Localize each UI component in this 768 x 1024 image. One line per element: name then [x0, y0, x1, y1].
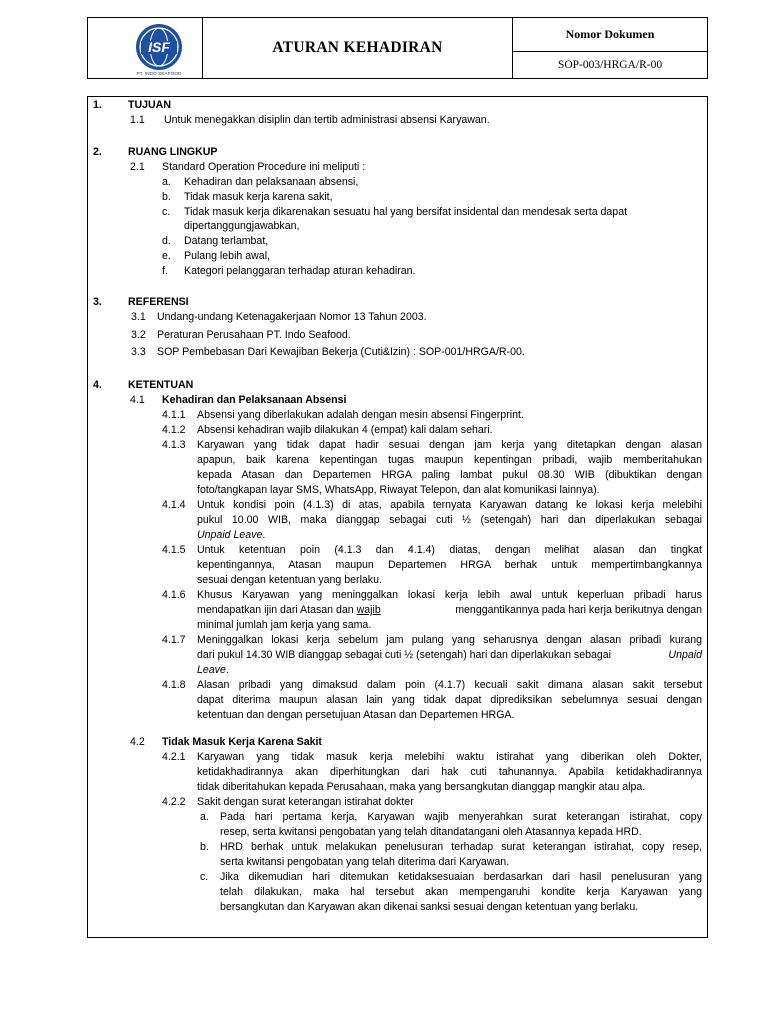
reference-text: Undang-undang Ketenagakerjaan Nomor 13 Tahun 2003. — [157, 311, 427, 323]
italic-term: Leave — [197, 664, 226, 676]
clause-text-part: dari pukul 14.30 WIB dianggap sebagai cuti ½ (setengah) hari dan diperlakukan sebagai — [197, 649, 612, 661]
clause-text: Untuk menegakkan disiplin dan tertib administrasi absensi Karyawan. — [164, 114, 490, 126]
clause-number: 4.1.8 — [162, 679, 186, 691]
list-item: Kategori pelanggaran terhadap aturan kehadiran. — [184, 265, 416, 277]
clause-text: minimal jumlah jam kerja yang sama. — [197, 619, 372, 631]
list-marker: d. — [162, 235, 171, 247]
clause-text: Sakit dengan surat keterangan istirahat dokter — [197, 796, 414, 808]
logo-cell — [88, 18, 203, 78]
list-item: Tidak masuk kerja dikarenakan sesuatu hal yang bersifat insidental dan mendesak serta dapat — [184, 206, 628, 218]
clause-text: Karyawan yang tidak dapat hadir sesuai dengan jam kerja yang ditetapkan dengan alasan — [197, 439, 702, 451]
clause-text: Khusus Karyawan yang meninggalkan lokasi kerja lebih awal untuk keperluan pribadi harus — [197, 589, 702, 601]
clause-number: 4.1.1 — [162, 409, 186, 421]
section-title: TUJUAN — [128, 99, 171, 111]
list-item-continued: telah dilakukan, maka hal tersebut akan mempengaruhi kondite kerja Karyawan yang — [220, 886, 702, 898]
clause-text: apapun, baik karena kepentingan tugas maupun kepentingan pribadi, wajib memberitahukan — [197, 454, 702, 466]
clause-text: tidak diberitahukan kepada Perusahaan, maka yang bersangkutan dianggap mangkir atau alpa. — [197, 781, 646, 793]
italic-term: Unpaid — [668, 649, 702, 661]
subsection-number: 4.1 — [130, 394, 145, 406]
clause-number: 4.2.1 — [162, 751, 186, 763]
clause-text: dapat diterima maupun alasan lain yang tidak dapat diprediksikan sebelumnya sesuai dengan — [197, 694, 702, 706]
clause-text-end: . — [225, 664, 229, 676]
clause-text: ketidakhadirannya akan diperhitungkan dari hak cuti tahunannya. Apabila ketidakhadirannya — [197, 766, 702, 778]
clause-number: 2.1 — [130, 161, 145, 173]
reference-text: Peraturan Perusahaan PT. Indo Seafood. — [157, 329, 351, 341]
list-item: HRD berhak untuk melakukan penelusuran terhadap surat keterangan istirahat, copy resep, — [220, 841, 702, 853]
list-item: Tidak masuk kerja karena sakit, — [184, 191, 333, 203]
clause-text: ketentuan dan dengan persetujuan Atasan dan Departemen HRGA. — [197, 709, 515, 721]
clause-text — [197, 663, 229, 677]
clause-number: 4.1.7 — [162, 634, 186, 646]
list-item: Kehadiran dan pelaksanaan absensi, — [184, 176, 359, 188]
clause-number: 4.1.3 — [162, 439, 186, 451]
section-title: KETENTUAN — [128, 379, 194, 391]
list-marker: e. — [162, 250, 171, 262]
clause-text: sesuai dengan ketentuan yang berlaku. — [197, 574, 382, 586]
document-header — [87, 17, 708, 79]
list-marker: a. — [162, 176, 171, 188]
clause-text: Absensi yang diberlakukan adalah dengan mesin absensi Fingerprint. — [197, 409, 524, 421]
clause-text: Untuk ketentuan poin (4.1.3 dan 4.1.4) diatas, dengan melihat alasan dan tingkat — [197, 544, 702, 556]
list-item: Jika dikemudian hari ditemukan ketidaksesuaian berdasarkan dari hasil penelusuran yang — [220, 871, 702, 883]
clause-number: 4.1.4 — [162, 499, 186, 511]
list-marker: c. — [162, 206, 171, 218]
clause-text — [197, 648, 702, 662]
italic-term: Unpaid Leave — [197, 529, 263, 541]
clause-text-part — [197, 603, 381, 617]
list-marker: c. — [200, 871, 209, 883]
document-number-cell — [513, 18, 707, 78]
reference-number: 3.3 — [131, 346, 146, 358]
section-number: 3. — [93, 296, 102, 308]
section-number: 2. — [93, 146, 102, 158]
underlined-term: wajib — [356, 604, 381, 616]
clause-text: kepada Atasan dan Departemen HRGA paling lambat pukul 08.30 WIB (dibuktikan dengan — [197, 469, 702, 481]
list-item-continued: serta kwitansi pengobatan yang telah diterima dari Karyawan. — [220, 856, 510, 868]
list-marker: a. — [200, 811, 209, 823]
list-item: Pada hari pertama kerja, Karyawan wajib menyerahkan surat keterangan istirahat, copy — [220, 811, 702, 823]
list-item-continued: dipertanggungjawabkan, — [184, 220, 300, 232]
clause-text: Meninggalkan lokasi kerja sebelum jam pulang yang seharusnya dengan alasan pribadi kurang — [197, 634, 702, 646]
clause-text: Absensi kehadiran wajib dilakukan 4 (empat) kali dalam sehari. — [197, 424, 493, 436]
clause-text-part: menggantikannya pada hari kerja berikutnya dengan — [455, 604, 702, 616]
document-number-label: Nomor Dokumen — [513, 18, 707, 52]
clause-number: 4.1.5 — [162, 544, 186, 556]
list-marker: f. — [162, 265, 168, 277]
reference-number: 3.1 — [131, 311, 146, 323]
clause-text: Untuk kondisi poin (4.1.3) di atas, apabila ternyata Karyawan datang ke lokasi kerja melebihi — [197, 499, 702, 511]
clause-number: 4.2.2 — [162, 796, 186, 808]
clause-text — [197, 603, 702, 617]
list-item-continued: bersangkutan dan Karyawan akan dikenai sanksi sesuai dengan ketentuan yang berlaku. — [220, 901, 639, 913]
reference-number: 3.2 — [131, 329, 146, 341]
company-logo — [132, 22, 186, 80]
logo-mark-text: ISF — [148, 39, 170, 55]
clause-text-end: . — [262, 529, 266, 541]
clause-text: kepentingannya, Atasan maupun Departemen HRGA berhak untuk mempertimbangkannya — [197, 559, 702, 571]
document-title: ATURAN KEHADIRAN — [203, 18, 513, 78]
logo-caption: PT. INDO SEAFOOD — [136, 72, 182, 77]
clause-number: 4.1.6 — [162, 589, 186, 601]
list-marker: b. — [162, 191, 171, 203]
list-item: Datang terlambat, — [184, 235, 269, 247]
section-number: 4. — [93, 379, 102, 391]
reference-text: SOP Pembebasan Dari Kewajiban Bekerja (Cuti&Izin) : SOP-001/HRGA/R-00. — [157, 346, 525, 358]
subsection-title: Kehadiran dan Pelaksanaan Absensi — [162, 394, 347, 406]
logo-globe-icon — [132, 22, 186, 72]
clause-text-part: mendapatkan ijin dari Atasan dan — [197, 604, 357, 616]
clause-text: pukul 10.00 WIB, maka dianggap sebagai cuti ½ (setengah) hari dan diperlakukan sebagai — [197, 514, 702, 526]
list-marker: b. — [200, 841, 209, 853]
clause-number: 4.1.2 — [162, 424, 186, 436]
clause-text — [197, 528, 265, 542]
subsection-number: 4.2 — [130, 736, 145, 748]
section-title: RUANG LINGKUP — [128, 146, 218, 158]
clause-number: 1.1 — [130, 114, 145, 126]
clause-text: Alasan pribadi yang dimaksud dalam poin (4.1.7) kecuali sakit dimana alasan sakit tersebut — [197, 679, 702, 691]
list-item-continued: resep, serta kwitansi pengobatan yang telah ditandatangani oleh Atasannya kepada HRD. — [220, 826, 642, 838]
clause-text: Karyawan yang tidak masuk kerja melebihi waktu istirahat yang diberikan oleh Dokter, — [197, 751, 702, 763]
section-number: 1. — [93, 99, 102, 111]
clause-text: Standard Operation Procedure ini meliputi : — [162, 161, 366, 173]
section-title: REFERENSI — [128, 296, 189, 308]
subsection-title: Tidak Masuk Kerja Karena Sakit — [162, 736, 322, 748]
document-number-value: SOP-003/HRGA/R-00 — [557, 58, 663, 71]
clause-text: foto/tangkapan layar SMS, WhatsApp, Riwayat Telepon, dan alat komunikasi lainnya). — [197, 484, 600, 496]
list-item: Pulang lebih awal, — [184, 250, 270, 262]
